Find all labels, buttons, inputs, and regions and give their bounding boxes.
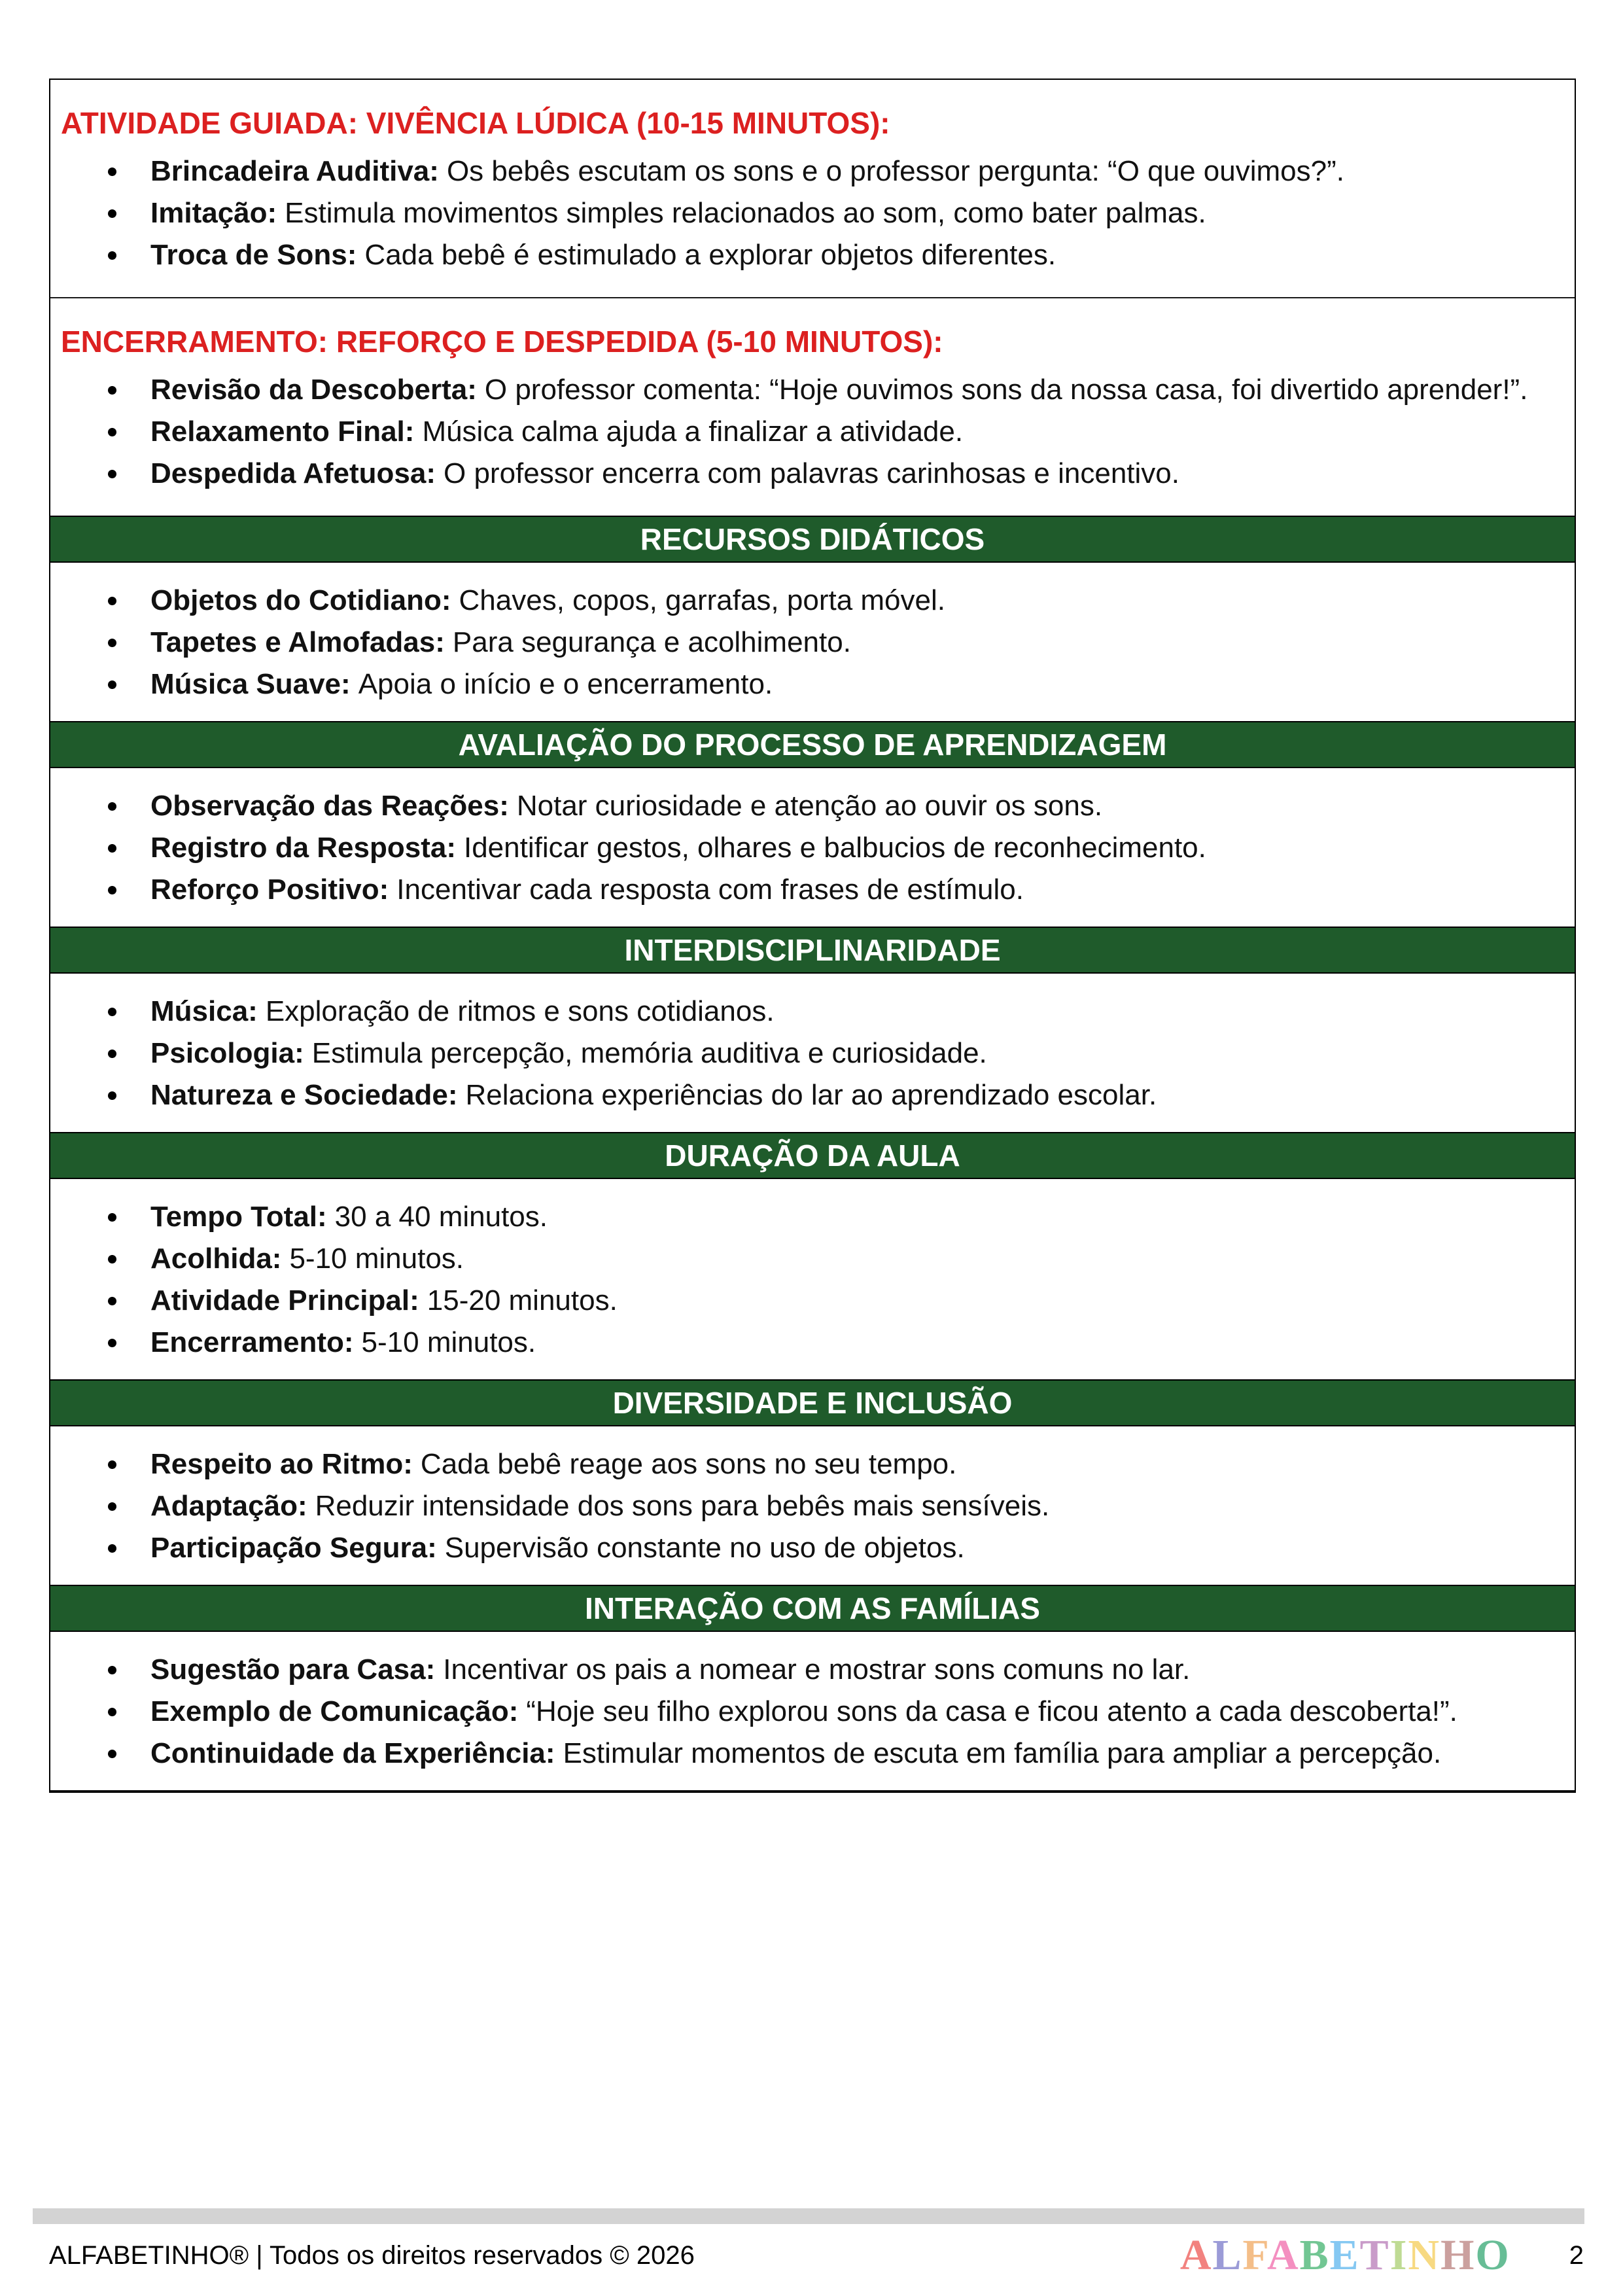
footer-divider-bar — [33, 2208, 1584, 2224]
item-text: Identificar gestos, olhares e balbucios de reconhecimento. — [463, 832, 1206, 864]
list-item — [150, 991, 1548, 1033]
logo-letter: N — [1408, 2231, 1441, 2279]
list-item — [150, 1485, 1548, 1527]
item-text: Estimular momentos de escuta em família para ampliar a percepção. — [563, 1737, 1442, 1769]
logo-letter: A — [1266, 2231, 1300, 2279]
list-item — [150, 150, 1548, 192]
list-item — [150, 785, 1548, 827]
list-item — [150, 1238, 1548, 1280]
item-text: 5-10 minutos. — [289, 1243, 464, 1275]
list-item — [150, 192, 1548, 234]
item-text: Incentivar os pais a nomear e mostrar sons comuns no lar. — [443, 1653, 1191, 1686]
section-banner-title: DIVERSIDADE E INCLUSÃO — [50, 1379, 1575, 1426]
item-text: Chaves, copos, garrafas, porta móvel. — [459, 584, 945, 616]
logo-letter: E — [1329, 2231, 1360, 2279]
bullet-list — [50, 150, 1575, 276]
item-text: Cada bebê reage aos sons no seu tempo. — [420, 1448, 957, 1480]
section-banner — [50, 927, 1575, 1132]
list-item — [150, 1527, 1548, 1569]
item-label: Objetos do Cotidiano: — [150, 584, 451, 616]
item-label: Respeito ao Ritmo: — [150, 1448, 413, 1480]
list-item — [150, 622, 1548, 663]
footer-right-group — [1179, 2231, 1584, 2279]
item-text: Exploração de ritmos e sons cotidianos. — [265, 995, 775, 1027]
item-text: 5-10 minutos. — [361, 1326, 536, 1358]
item-label: Brincadeira Auditiva: — [150, 155, 439, 187]
item-text: Para segurança e acolhimento. — [452, 626, 851, 658]
section-banner — [50, 516, 1575, 721]
bullet-list — [50, 768, 1575, 927]
logo-letter: H — [1440, 2231, 1476, 2279]
item-label: Tapetes e Almofadas: — [150, 626, 445, 658]
item-label: Exemplo de Comunicação: — [150, 1695, 519, 1727]
list-item — [150, 1691, 1548, 1733]
list-item — [150, 369, 1548, 411]
section-banner-title: INTERDISCIPLINARIDADE — [50, 927, 1575, 974]
lesson-plan-content-box — [49, 79, 1576, 1793]
bullet-list — [50, 563, 1575, 721]
item-label: Encerramento: — [150, 1326, 354, 1358]
section-banner-title: AVALIAÇÃO DO PROCESSO DE APRENDIZAGEM — [50, 721, 1575, 768]
list-item — [150, 234, 1548, 276]
item-text: Estimula movimentos simples relacionados ao som, como bater palmas. — [285, 197, 1206, 229]
list-item — [150, 663, 1548, 705]
logo-letter: B — [1299, 2231, 1330, 2279]
section-banner — [50, 1132, 1575, 1379]
logo-letter: A — [1179, 2231, 1213, 2279]
section-banner — [50, 721, 1575, 927]
list-item — [150, 1033, 1548, 1074]
item-label: Atividade Principal: — [150, 1284, 419, 1316]
item-text: Apoia o início e o encerramento. — [358, 668, 773, 700]
item-text: Os bebês escutam os sons e o professor pergunta: “O que ouvimos?”. — [446, 155, 1344, 187]
list-item — [150, 1074, 1548, 1116]
footer-copyright-text: ALFABETINHO® | Todos os direitos reservados © 2026 — [49, 2240, 695, 2270]
logo-letter: O — [1475, 2231, 1510, 2279]
item-text: Supervisão constante no uso de objetos. — [444, 1532, 965, 1564]
item-label: Acolhida: — [150, 1243, 282, 1275]
item-label: Registro da Resposta: — [150, 832, 456, 864]
item-label: Natureza e Sociedade: — [150, 1079, 458, 1111]
list-item — [150, 411, 1548, 453]
item-label: Imitação: — [150, 197, 277, 229]
item-label: Adaptação: — [150, 1490, 307, 1522]
item-text: Incentivar cada resposta com frases de estímulo. — [396, 874, 1024, 906]
item-label: Música: — [150, 995, 258, 1027]
item-label: Revisão da Descoberta: — [150, 374, 477, 406]
section-heading: ATIVIDADE GUIADA: VIVÊNCIA LÚDICA (10-15 MINUTOS): — [61, 106, 890, 140]
page-number: 2 — [1569, 2240, 1584, 2270]
list-item — [150, 1280, 1548, 1322]
bullet-list — [50, 974, 1575, 1132]
section-banner — [50, 1379, 1575, 1585]
item-text: O professor encerra com palavras carinhosas e incentivo. — [444, 457, 1179, 489]
section-banner-title: RECURSOS DIDÁTICOS — [50, 516, 1575, 563]
logo-letter: I — [1389, 2231, 1408, 2279]
bullet-list — [50, 1426, 1575, 1585]
item-label: Psicologia: — [150, 1037, 304, 1069]
section-banner — [50, 1585, 1575, 1790]
section-heading: ENCERRAMENTO: REFORÇO E DESPEDIDA (5-10 MINUTOS): — [61, 325, 943, 359]
section-banner-title: DURAÇÃO DA AULA — [50, 1132, 1575, 1179]
list-item — [150, 1196, 1548, 1238]
list-item — [150, 580, 1548, 622]
bullet-list — [50, 1632, 1575, 1790]
item-text: 15-20 minutos. — [427, 1284, 618, 1316]
item-text: Cada bebê é estimulado a explorar objetos diferentes. — [364, 239, 1056, 271]
item-text: Relaciona experiências do lar ao aprendizado escolar. — [465, 1079, 1157, 1111]
item-label: Reforço Positivo: — [150, 874, 389, 906]
footer — [49, 2233, 1584, 2278]
brand-logo — [1179, 2231, 1510, 2279]
item-label: Sugestão para Casa: — [150, 1653, 436, 1686]
list-item — [150, 453, 1548, 495]
item-text: 30 a 40 minutos. — [334, 1201, 548, 1233]
item-label: Participação Segura: — [150, 1532, 437, 1564]
item-text: Reduzir intensidade dos sons para bebês mais sensíveis. — [315, 1490, 1050, 1522]
item-label: Tempo Total: — [150, 1201, 327, 1233]
bullet-list — [50, 369, 1575, 495]
item-label: Observação das Reações: — [150, 790, 509, 822]
item-label: Música Suave: — [150, 668, 351, 700]
item-text: O professor comenta: “Hoje ouvimos sons da nossa casa, foi divertido aprender!”. — [484, 374, 1528, 406]
section-plain — [50, 297, 1575, 516]
logo-letter: T — [1359, 2231, 1390, 2279]
list-item — [150, 869, 1548, 911]
item-label: Despedida Afetuosa: — [150, 457, 436, 489]
bullet-list — [50, 1179, 1575, 1379]
logo-letter: F — [1242, 2231, 1267, 2279]
logo-letter: L — [1212, 2231, 1243, 2279]
item-label: Continuidade da Experiência: — [150, 1737, 555, 1769]
list-item — [150, 1649, 1548, 1691]
list-item — [150, 1322, 1548, 1364]
item-label: Relaxamento Final: — [150, 415, 415, 448]
item-text: “Hoje seu filho explorou sons da casa e ficou atento a cada descoberta!”. — [526, 1695, 1457, 1727]
section-banner-title: INTERAÇÃO COM AS FAMÍLIAS — [50, 1585, 1575, 1632]
list-item — [150, 827, 1548, 869]
item-text: Música calma ajuda a finalizar a atividade. — [422, 415, 964, 448]
section-plain — [50, 80, 1575, 297]
item-text: Notar curiosidade e atenção ao ouvir os sons. — [516, 790, 1103, 822]
list-item — [150, 1733, 1548, 1775]
list-item — [150, 1443, 1548, 1485]
item-text: Estimula percepção, memória auditiva e curiosidade. — [311, 1037, 987, 1069]
item-label: Troca de Sons: — [150, 239, 357, 271]
